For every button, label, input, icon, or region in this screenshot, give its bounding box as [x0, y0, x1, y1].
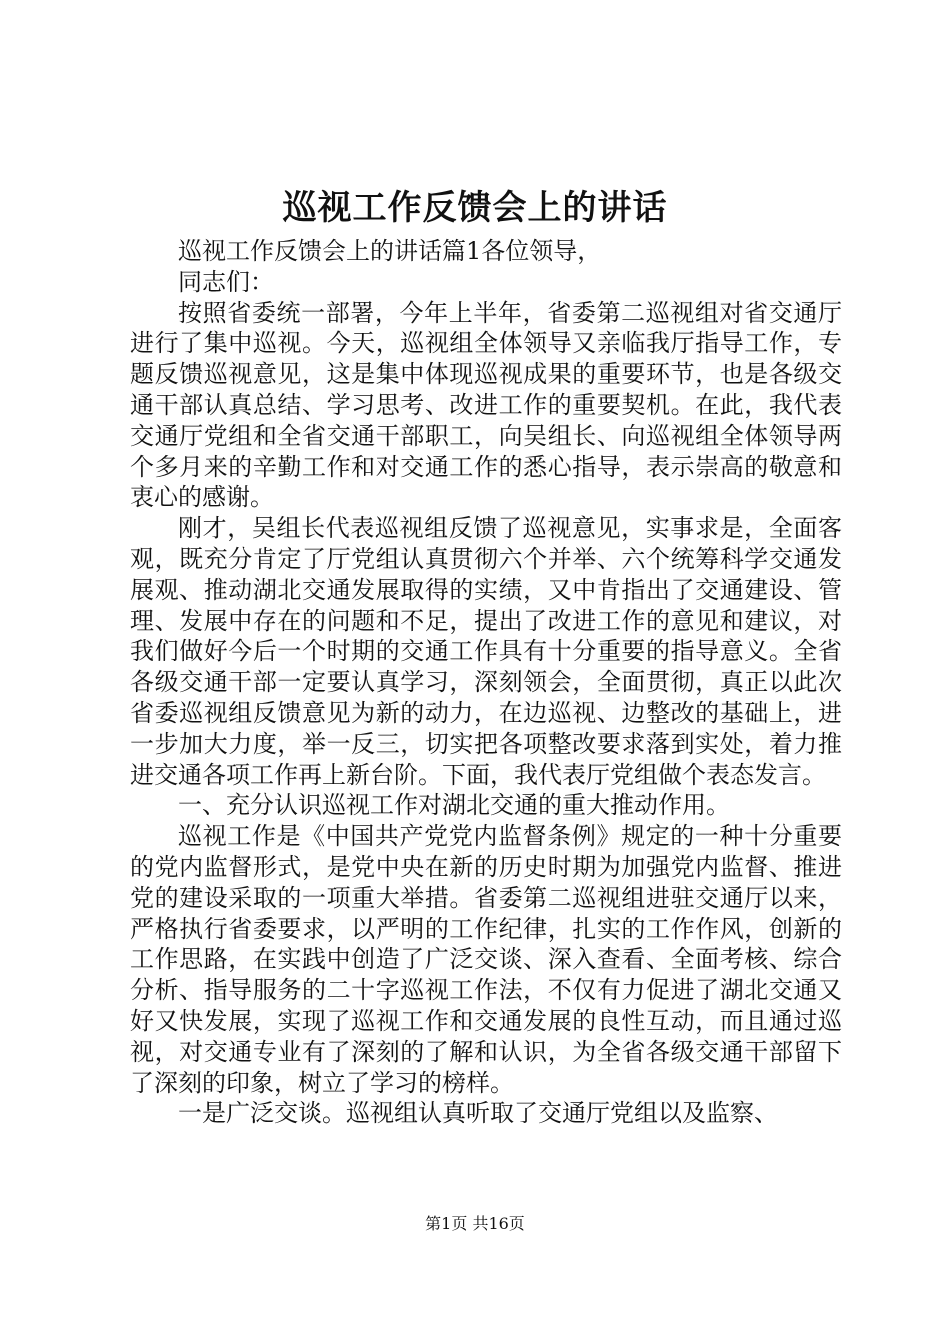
- paragraph-salutation: 同志们：: [178, 267, 274, 296]
- document-body: [130, 236, 842, 1129]
- paragraph-3: 巡视工作是《中国共产党党内监督条例》规定的一种十分重要的党内监督形式，是党中央在新的历史时期为加强党内监督、推进党的建设采取的一项重大举措。省委第二巡视组进驻交通厅以来，严格执行省委要求，以严明的工作纪律，扎实的工作作风，创新的工作思路，在实践中创造了广泛交谈、深入查看、全面考核、综合分析、指导服务的二十字巡视工作法，不仅有力促进了湖北交通又好又快发展，实现了巡视工作和交通发展的良性互动，而且通过巡视，对交通专业有了深刻的了解和认识，为全省各级交通干部留下了深刻的印象，树立了学习的榜样。: [130, 822, 842, 1097]
- paragraph-intro: 巡视工作反馈会上的讲话篇1各位领导，: [178, 237, 602, 265]
- paragraph-2: 刚才，吴组长代表巡视组反馈了巡视意见，实事求是，全面客观，既充分肯定了厅党组认真贯彻六个并举、六个统筹科学交通发展观、推动湖北交通发展取得的实绩，又中肯指出了交通建设、管理、发展中存在的问题和不足，提出了改进工作的意见和建议，对我们做好今后一个时期的交通工作具有十分重要的指导意义。全省各级交通干部一定要认真学习，深刻领会，全面贯彻，真正以此次省委巡视组反馈意见为新的动力，在边巡视、边整改的基础上，进一步加大力度，举一反三，切实把各项整改要求落到实处，着力推进交通各项工作再上新台阶。下面，我代表厅党组做个表态发言。: [130, 514, 842, 789]
- section-heading-1: 一、充分认识巡视工作对湖北交通的重大推动作用。: [178, 791, 730, 820]
- page-number-footer: 第1页 共16页: [425, 1214, 525, 1233]
- paragraph-1: 按照省委统一部署，今年上半年，省委第二巡视组对省交通厅进行了集中巡视。今天，巡视组全体领导又亲临我厅指导工作，专题反馈巡视意见，这是集中体现巡视成果的重要环节，也是各级交通干部认真总结、学习思考、改进工作的重要契机。在此，我代表交通厅党组和全省交通干部职工，向吴组长、向巡视组全体领导两个多月来的辛勤工作和对交通工作的悉心指导，表示崇高的敬意和衷心的感谢。: [130, 298, 842, 512]
- paragraph-4: 一是广泛交谈。巡视组认真听取了交通厅党组以及监察、: [178, 1099, 778, 1128]
- document-title: 巡视工作反馈会上的讲话: [282, 188, 668, 228]
